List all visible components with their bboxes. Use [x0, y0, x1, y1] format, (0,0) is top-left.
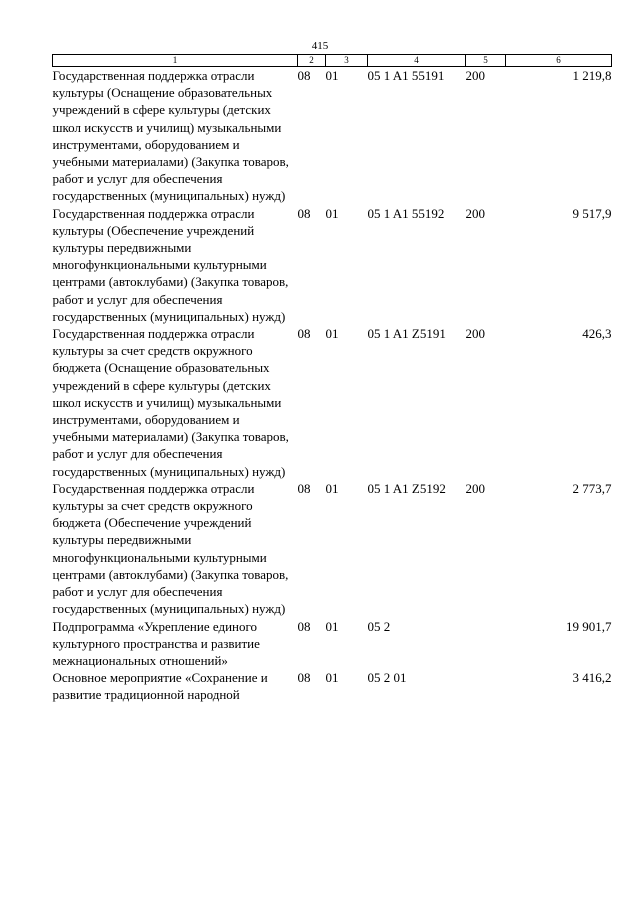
- row-name-cell: Государственная поддержка отрасли культуры (Обеспечение учреждений культуры передвижными многофункциональными культурными центрами (автоклубами) (Закупка товаров, работ и услуг для обеспечения государственных (муниципальных) нужд): [52, 205, 289, 324]
- expense-type-cell: 200: [465, 205, 485, 221]
- column-header-amount: 6: [506, 55, 612, 67]
- column-header-section: 2: [298, 55, 326, 67]
- amount-cell: 426,3: [582, 326, 612, 342]
- page-number: 415: [311, 40, 329, 52]
- amount-cell: 9 517,9: [572, 205, 612, 221]
- row-name-cell: Государственная поддержка отрасли культуры за счет средств окружного бюджета (Оснащение образовательных учреждений в сфере культуры (детских школ искусств и училищ) музыкальными инструментами, оборудованием и учебными материалами) (Закупка товаров, работ и услуг для обеспечения государственных (муниципальных) нужд): [52, 326, 289, 479]
- column-header-target: 4: [368, 55, 466, 67]
- subsection-code-cell: 01: [325, 68, 339, 83]
- amount-cell: 1 219,8: [572, 68, 612, 83]
- section-code-cell: 08: [297, 480, 311, 496]
- target-article-cell: 05 1 A1 Z5192: [367, 480, 446, 496]
- column-header-subsection: 3: [326, 55, 368, 67]
- target-article-cell: 05 1 A1 Z5191: [367, 326, 446, 342]
- table-row: [53, 618, 612, 670]
- target-article-cell: 05 1 A1 55192: [367, 205, 445, 221]
- table-row: [53, 67, 612, 205]
- target-article-cell: 05 2 01: [367, 670, 407, 686]
- budget-table-body: [53, 67, 612, 704]
- table-row: [53, 480, 612, 618]
- table-row: [53, 669, 612, 703]
- table-row: [53, 325, 612, 480]
- column-header-name: 1: [53, 55, 298, 67]
- subsection-code-cell: 01: [325, 618, 339, 634]
- section-code-cell: 08: [297, 670, 311, 686]
- row-name-cell: Государственная поддержка отрасли культуры (Оснащение образовательных учреждений в сфере культуры (детских школ искусств и училищ) музыкальными инструментами, оборудованием и учебными материалами) (Закупка товаров, работ и услуг для обеспечения государственных (муниципальных) нужд): [52, 68, 289, 204]
- target-article-cell: 05 2: [367, 618, 391, 634]
- subsection-code-cell: 01: [325, 670, 339, 686]
- subsection-code-cell: 01: [325, 205, 339, 221]
- row-name-cell: Подпрограмма «Укрепление единого культурного пространства и развитие межнациональных отношений»: [52, 618, 260, 668]
- section-code-cell: 08: [297, 618, 311, 634]
- amount-cell: 3 416,2: [572, 670, 612, 686]
- column-header-type: 5: [466, 55, 506, 67]
- expense-type-cell: [466, 669, 506, 703]
- row-name-cell: Государственная поддержка отрасли культуры за счет средств окружного бюджета (Обеспечение учреждений культуры передвижными многофункциональными культурными центрами (автоклубами) (Закупка товаров, работ и услуг для обеспечения государственных (муниципальных) нужд): [52, 480, 289, 617]
- subsection-code-cell: 01: [325, 326, 339, 342]
- table-row: [53, 205, 612, 325]
- budget-table: [52, 54, 612, 704]
- expense-type-cell: [466, 618, 506, 670]
- target-article-cell: 05 1 A1 55191: [367, 68, 445, 83]
- expense-type-cell: 200: [465, 326, 485, 342]
- section-code-cell: 08: [297, 326, 311, 342]
- row-name-cell: Основное мероприятие «Сохранение и развитие традиционной народной: [52, 670, 268, 703]
- column-number-row: [53, 55, 612, 67]
- subsection-code-cell: 01: [325, 480, 339, 496]
- amount-cell: 2 773,7: [572, 480, 612, 496]
- expense-type-cell: 200: [465, 480, 485, 496]
- amount-cell: 19 901,7: [566, 618, 612, 634]
- section-code-cell: 08: [297, 205, 311, 221]
- expense-type-cell: 200: [465, 68, 485, 83]
- section-code-cell: 08: [297, 68, 311, 83]
